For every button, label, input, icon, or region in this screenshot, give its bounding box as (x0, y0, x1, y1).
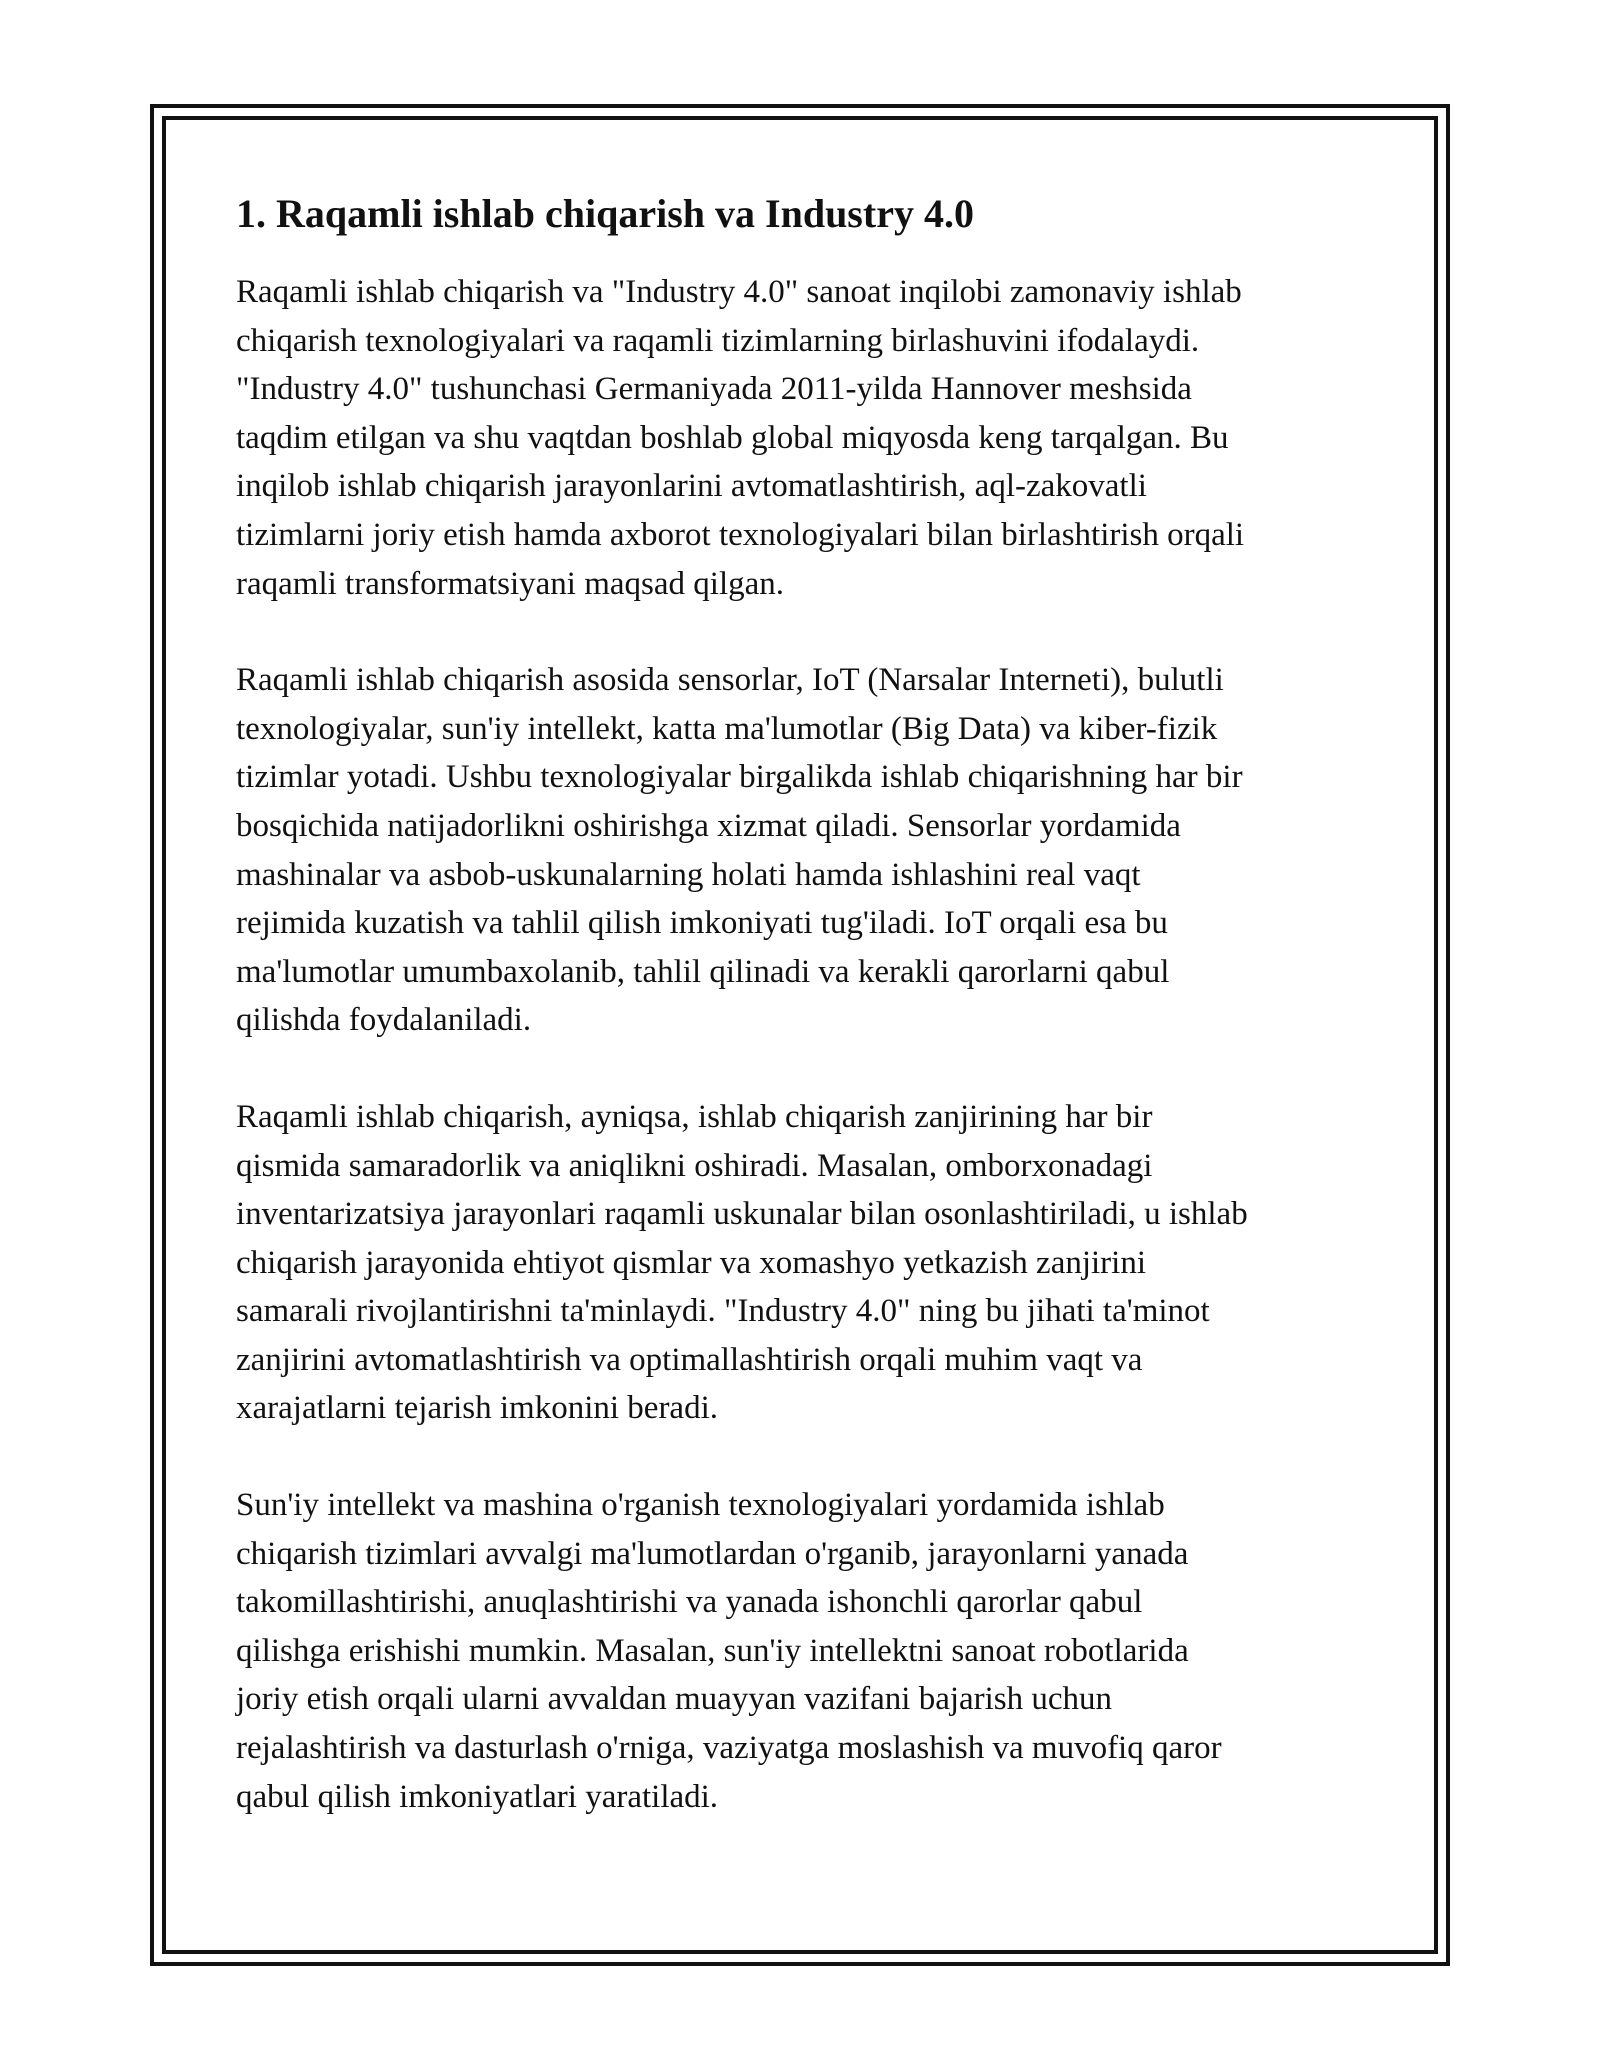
document-body (236, 188, 1366, 1869)
paragraph-2: Raqamli ishlab chiqarish asosida sensorlar, IoT (Narsalar Interneti), bulutli texnologiyalar, sun'iy intellekt, katta ma'lumotlar (Big Data) va kiber-fizik tizimlar yotadi. Ushbu texnologiyalar birgalikda ishlab chiqarishning har bir bosqichida natijadorlikni oshirishga xizmat qiladi. Sensorlar yordamida mashinalar va asbob-uskunalarning holati hamda ishlashini real vaqt rejimida kuzatish va tahlil qilish imkoniyati tug'iladi. IoT orqali esa bu ma'lumotlar umumbaxolanib, tahlil qilinadi va kerakli qarorlarni qabul qilishda foydalaniladi. (236, 662, 1243, 1039)
section-title: 1. Raqamli ishlab chiqarish va Industry 4.0 (236, 191, 974, 236)
paragraph-4: Sun'iy intellekt va mashina o'rganish texnologiyalari yordamida ishlab chiqarish tizimlari avvalgi ma'lumotlardan o'rganib, jarayonlarni yanada takomillashtirishi, anuqlashtirishi va yanada ishonchli qarorlar qabul qilishga erishishi mumkin. Masalan, sun'iy intellektni sanoat robotlarida joriy etish orqali ularni avvaldan muayyan vazifani bajarish uchun rejalashtirish va dasturlash o'rniga, vaziyatga moslashish va muvofiq qaror qabul qilish imkoniyatlari yaratiladi. (236, 1487, 1222, 1815)
paragraph-3: Raqamli ishlab chiqarish, ayniqsa, ishlab chiqarish zanjirining har bir qismida samaradorlik va aniqlikni oshiradi. Masalan, omborxonadagi inventarizatsiya jarayonlari raqamli uskunalar bilan osonlashtiriladi, u ishlab chiqarish jarayonida ehtiyot qismlar va xomashyo yetkazish zanjirini samarali rivojlantirishni ta'minlaydi. "Industry 4.0" ning bu jihati ta'minot zanjirini avtomatlashtirish va optimallashtirish orqali muhim vaqt va xarajatlarni tejarish imkonini beradi. (236, 1098, 1248, 1427)
paragraph-1: Raqamli ishlab chiqarish va "Industry 4.0" sanoat inqilobi zamonaviy ishlab chiqarish texnologiyalari va raqamli tizimlarning birlashuvini ifodalaydi. "Industry 4.0" tushunchasi Germaniyada 2011-yilda Hannover meshsida taqdim etilgan va shu vaqtdan boshlab global miqyosda keng tarqalgan. Bu inqilob ishlab chiqarish jarayonlarini avtomatlashtirish, aql-zakovatli tizimlarni joriy etish hamda axborot texnologiyalari bilan birlashtirish orqali raqamli transformatsiyani maqsad qilgan. (236, 274, 1245, 602)
